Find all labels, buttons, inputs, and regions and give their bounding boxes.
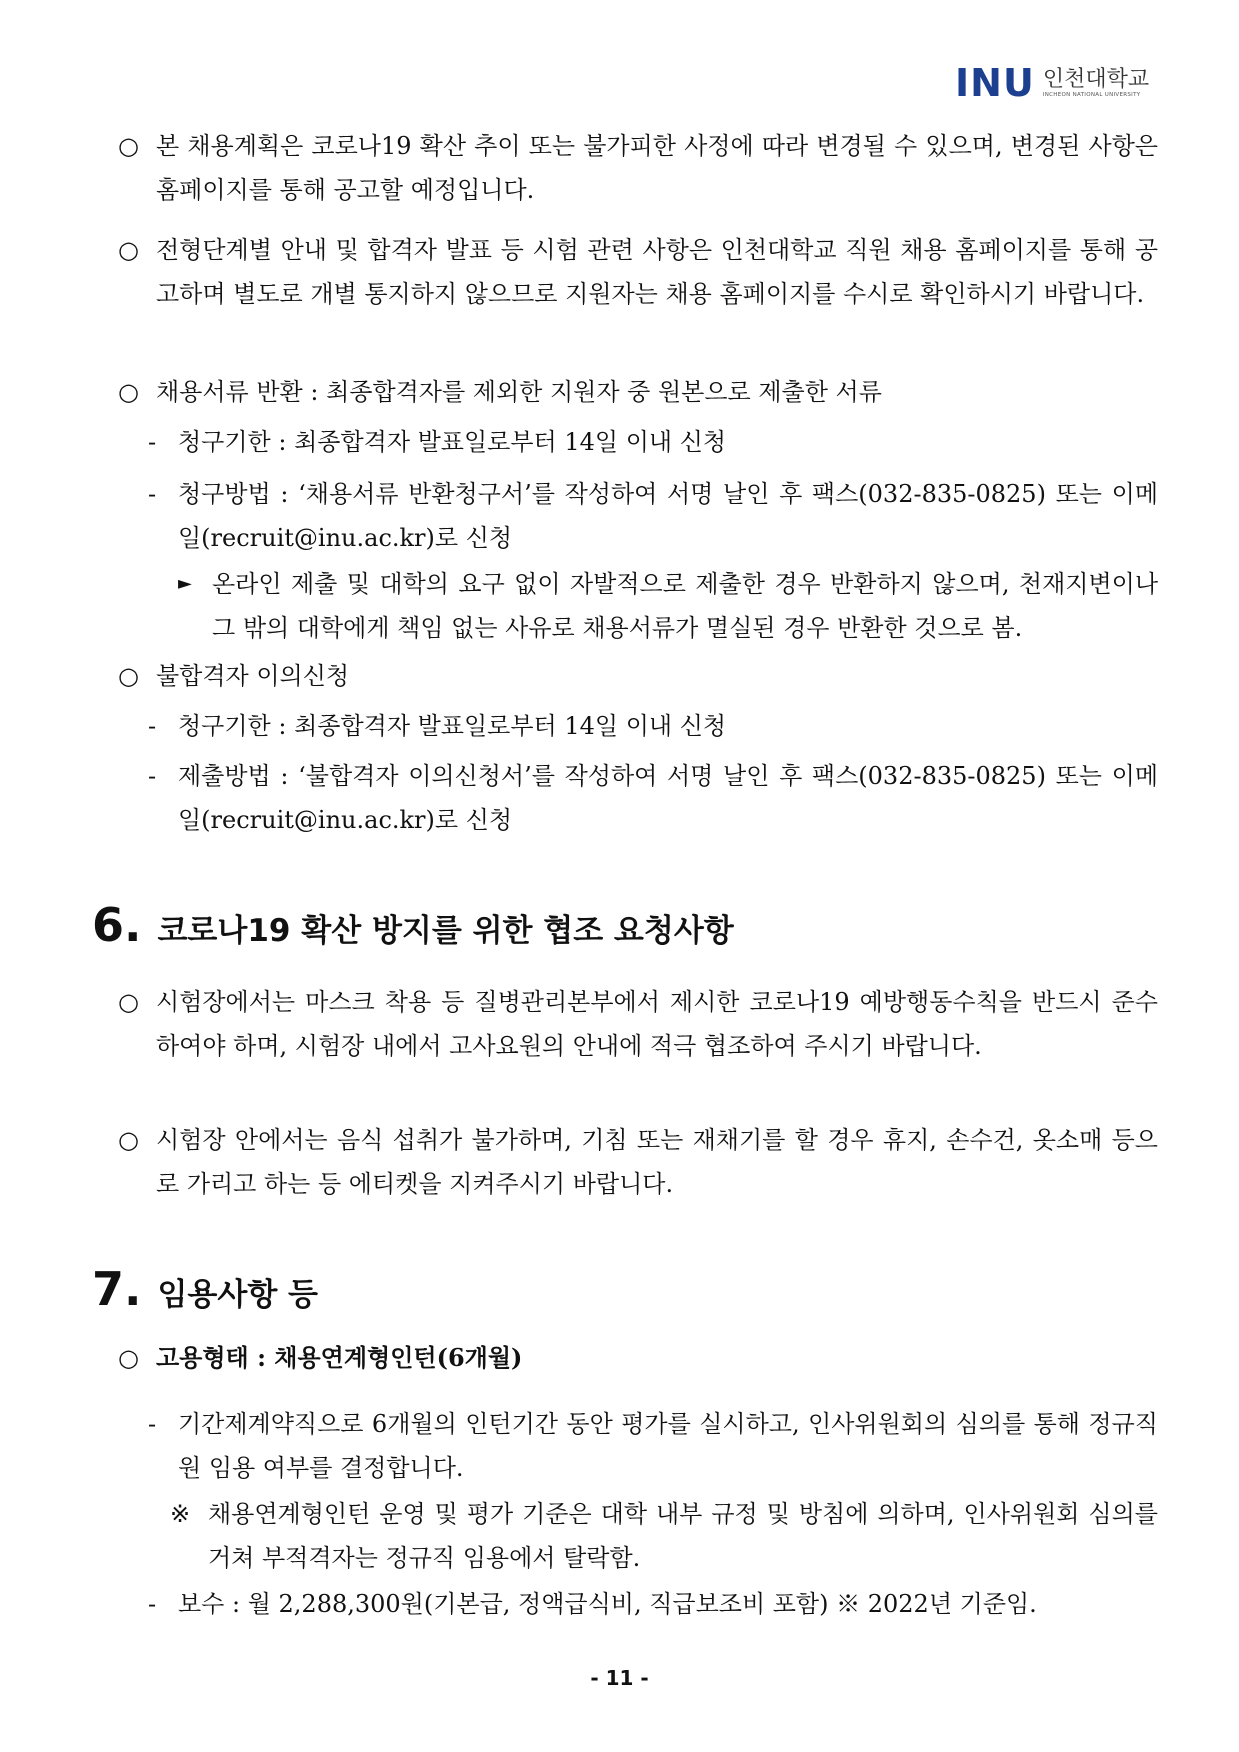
university-logo <box>955 60 1155 106</box>
logo-text <box>1043 68 1149 97</box>
logo-name: 인천대학교 <box>1042 67 1150 93</box>
employment-type-text: 고용형태 : 채용연계형인턴(6개월) <box>156 1343 523 1372</box>
return-documents <box>118 370 1158 414</box>
objection-method-text: 제출방법 : ‘불합격자 이의신청서’를 작성하여 서명 날인 후 팩스(032-835-0825) 또는 이메일(recruit@inu.ac.kr)로 신청 <box>178 762 1158 834</box>
objection-text: 불합격자 이의신청 <box>156 662 350 690</box>
logo-mark <box>955 61 1035 105</box>
dash-bullet: - <box>148 1590 157 1618</box>
circle-bullet: ○ <box>118 1344 139 1372</box>
section-7-number: 7. <box>92 1262 142 1316</box>
salary <box>148 1582 1158 1626</box>
dash-bullet: - <box>148 480 157 508</box>
contract-description <box>148 1402 1158 1490</box>
dash-bullet: - <box>148 428 157 456</box>
covid-etiquette <box>118 1118 1158 1206</box>
notice-announcement-text: 전형단계별 안내 및 합격자 발표 등 시험 관련 사항은 인천대학교 직원 채용 홈페이지를 통해 공고하며 별도로 개별 통지하지 않으므로 지원자는 채용 홈페이지를 수시로 확인하시기 바랍니다. <box>156 236 1158 308</box>
dash-bullet: - <box>148 712 157 740</box>
circle-bullet: ○ <box>118 132 139 160</box>
return-deadline <box>148 420 1158 464</box>
objection-deadline-text: 청구기한 : 최종합격자 발표일로부터 14일 이내 신청 <box>178 712 727 740</box>
contract-note <box>170 1492 1158 1580</box>
section-6-title: 코로나19 확산 방지를 위한 협조 요청사항 <box>157 913 734 949</box>
employment-type <box>118 1336 1158 1380</box>
dash-bullet: - <box>148 1410 157 1438</box>
contract-note-text: 채용연계형인턴 운영 및 평가 기준은 대학 내부 규정 및 방침에 의하며, 인사위원회 심의를 거쳐 부적격자는 정규직 임용에서 탈락함. <box>208 1500 1158 1572</box>
logo-subtitle: INCHEON NATIONAL UNIVERSITY <box>1042 91 1141 98</box>
circle-bullet: ○ <box>118 988 139 1016</box>
section-7-title: 임용사항 등 <box>157 1277 319 1313</box>
return-exception-text: 온라인 제출 및 대학의 요구 없이 자발적으로 제출한 경우 반환하지 않으며, 천재지변이나 그 밖의 대학에게 책임 없는 사유로 채용서류가 멸실된 경우 반환한 것으로 봄. <box>212 570 1158 642</box>
section-7-heading <box>92 1262 318 1316</box>
salary-text: 보수 : 월 2,288,300원(기본급, 정액급식비, 직급보조비 포함) ※ 2022년 기준임. <box>178 1590 1037 1618</box>
section-6-number: 6. <box>92 898 142 952</box>
return-method-text: 청구방법 : ‘채용서류 반환청구서’를 작성하여 서명 날인 후 팩스(032-835-0825) 또는 이메일(recruit@inu.ac.kr)로 신청 <box>178 480 1158 552</box>
circle-bullet: ○ <box>118 236 139 264</box>
covid-etiquette-text: 시험장 안에서는 음식 섭취가 불가하며, 기침 또는 재채기를 할 경우 휴지, 손수건, 옷소매 등으로 가리고 하는 등 에티켓을 지켜주시기 바랍니다. <box>156 1126 1158 1198</box>
objection-deadline <box>148 704 1158 748</box>
return-documents-text: 채용서류 반환 : 최종합격자를 제외한 지원자 중 원본으로 제출한 서류 <box>156 378 882 406</box>
covid-rules-text: 시험장에서는 마스크 착용 등 질병관리본부에서 제시한 코로나19 예방행동수칙을 반드시 준수하여야 하며, 시험장 내에서 고사요원의 안내에 적극 협조하여 주시기 바랍니다. <box>156 988 1158 1060</box>
section-6-heading <box>92 898 734 952</box>
notice-schedule-change-text: 본 채용계획은 코로나19 확산 추이 또는 불가피한 사정에 따라 변경될 수 있으며, 변경된 사항은 홈페이지를 통해 공고할 예정입니다. <box>156 132 1158 204</box>
logo-mark-text: INU <box>955 61 1035 105</box>
page-number: - 11 - <box>590 1666 649 1690</box>
triangle-bullet-icon: ► <box>178 573 192 594</box>
return-deadline-text: 청구기한 : 최종합격자 발표일로부터 14일 이내 신청 <box>178 428 727 456</box>
objection-method <box>148 754 1158 842</box>
notice-schedule-change <box>118 124 1158 212</box>
circle-bullet: ○ <box>118 662 139 690</box>
objection <box>118 654 1158 698</box>
return-method <box>148 472 1158 560</box>
covid-rules <box>118 980 1158 1068</box>
notice-announcement <box>118 228 1158 316</box>
return-exception <box>178 562 1158 650</box>
circle-bullet: ○ <box>118 378 139 406</box>
reference-mark-icon: ※ <box>170 1500 191 1528</box>
contract-description-text: 기간제계약직으로 6개월의 인턴기간 동안 평가를 실시하고, 인사위원회의 심의를 통해 정규직원 임용 여부를 결정합니다. <box>178 1410 1158 1482</box>
dash-bullet: - <box>148 762 157 790</box>
circle-bullet: ○ <box>118 1126 139 1154</box>
